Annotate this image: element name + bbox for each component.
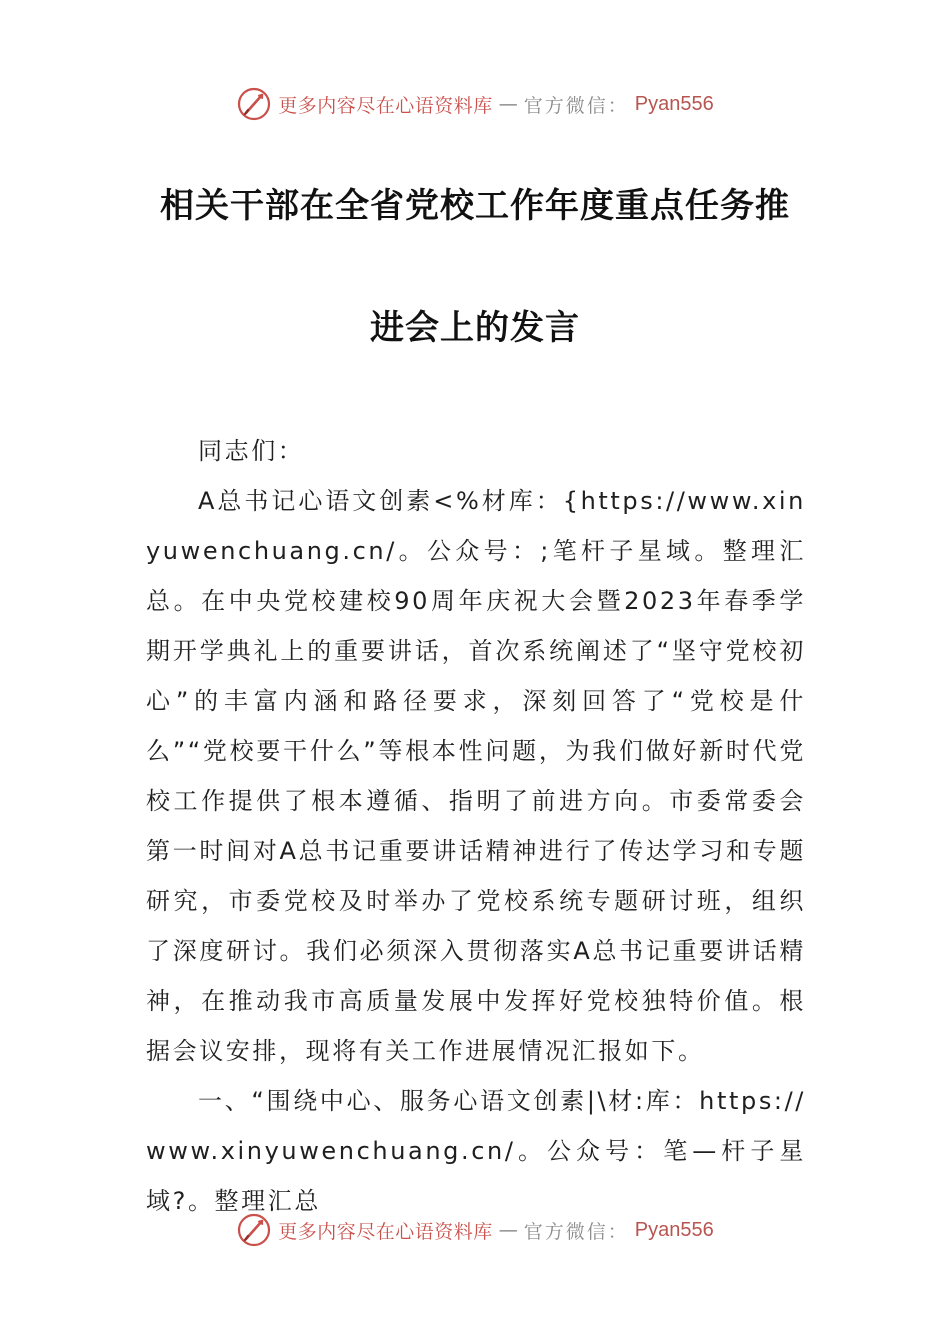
document-title-line-2: 进会上的发言 — [370, 308, 580, 348]
watermark-dash: — — [498, 93, 518, 115]
quill-pen-logo-icon — [236, 1212, 272, 1248]
watermark-text: 更多内容尽在心语资料库 — [278, 94, 493, 117]
document-title-line-1: 相关干部在全省党校工作年度重点任务推 — [160, 186, 790, 226]
document-body — [146, 426, 806, 1226]
watermark-text: 更多内容尽在心语资料库 — [278, 1220, 493, 1243]
header-watermark-banner — [0, 84, 950, 124]
watermark-wechat-id: Pyan556 — [634, 92, 714, 115]
footer-watermark-banner — [0, 1210, 950, 1250]
quill-pen-logo-icon — [236, 86, 272, 122]
watermark-dash: — — [498, 1219, 518, 1241]
body-paragraph-1: A总书记心语文创素<%材库：{https://www.xinyuwenchuang.cn/。公众号：;笔杆子星域。整理汇总。在中央党校建校90周年庆祝大会暨2023年春季学期开学典礼上的重要讲话，首次系统阐述了“坚守党校初心”的丰富内涵和路径要求，深刻回答了“党校是什么”“党校要干什么”等根本性问题，为我们做好新时代党校工作提供了根本遵循、指明了前进方向。市委常委会第一时间对A总书记重要讲话精神进行了传达学习和专题研究，市委党校及时举办了党校系统专题研讨班，组织了深度研讨。我们必须深入贯彻落实A总书记重要讲话精神，在推动我市高质量发展中发挥好党校独特价值。根据会议安排，现将有关工作进展情况汇报如下。 — [146, 487, 806, 1065]
watermark-wechat-id: Pyan556 — [634, 1218, 714, 1241]
watermark-wechat-label: 官方微信： — [523, 94, 629, 117]
watermark-wechat-label: 官方微信： — [523, 1220, 629, 1243]
salutation: 同志们： — [198, 437, 305, 465]
body-paragraph-2: 一、“围绕中心、服务心语文创素|\材:库：https://www.xinyuwenchuang.cn/。公众号：笔—杆子星域?。整理汇总 — [146, 1087, 806, 1215]
